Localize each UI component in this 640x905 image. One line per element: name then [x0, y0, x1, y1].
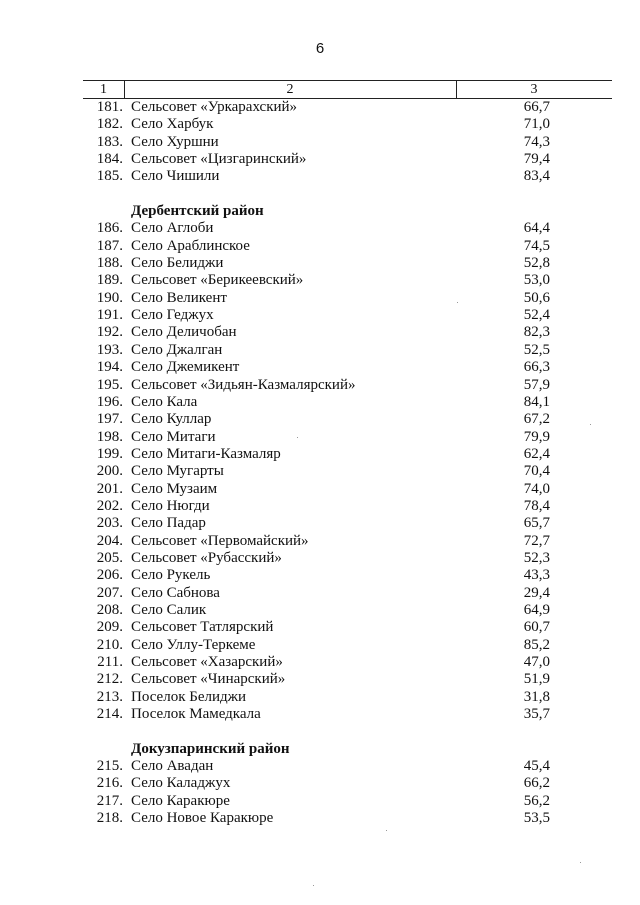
row-value: 45,4: [523, 758, 550, 775]
settlement-name: Село Авадан: [131, 758, 214, 775]
settlement-name: Село Музаим: [131, 480, 218, 497]
row-number: 206.: [96, 567, 123, 584]
settlement-name: Село Аглоби: [131, 220, 214, 237]
settlement-name: Село Падар: [131, 515, 206, 532]
row-number: 201.: [96, 480, 123, 497]
table-row: [0, 706, 640, 723]
row-number: 188.: [96, 255, 123, 272]
row-value: 82,3: [523, 324, 550, 341]
table-row: [0, 255, 640, 272]
row-number: 210.: [96, 636, 123, 653]
settlement-name: Село Нюгди: [131, 497, 210, 514]
row-number: 211.: [97, 654, 123, 670]
row-number: 192.: [96, 324, 123, 341]
row-number: 218.: [96, 810, 123, 827]
table-row: [0, 377, 640, 394]
row-number: 204.: [96, 532, 123, 549]
table-row: [0, 151, 640, 168]
row-value: 74,3: [523, 133, 550, 150]
district-title: Докузпаринский район: [131, 740, 290, 757]
row-value: 52,5: [523, 341, 550, 358]
row-value: 60,7: [523, 619, 550, 636]
row-number: 190.: [96, 289, 123, 306]
settlement-name: Сельсовет «Чинарский»: [131, 671, 286, 688]
district-heading: [0, 203, 640, 220]
page-number: 6: [315, 40, 325, 57]
row-number: 197.: [96, 411, 123, 428]
table-row: [0, 342, 640, 359]
table-row: [0, 307, 640, 324]
row-value: 72,7: [523, 532, 550, 549]
table-row: [0, 810, 640, 827]
table-row: [0, 446, 640, 463]
row-number: 203.: [96, 515, 123, 532]
settlement-name: Село Геджух: [131, 307, 214, 324]
table-row: [0, 585, 640, 602]
table-row: [0, 134, 640, 151]
settlement-name: Село Хуршни: [131, 133, 219, 150]
table-row: [0, 481, 640, 498]
table-row: [0, 671, 640, 688]
settlement-name: Поселок Белиджи: [131, 688, 247, 705]
row-value: 50,6: [523, 289, 550, 306]
settlement-name: Село Араблинское: [131, 237, 250, 254]
row-number: 194.: [96, 359, 123, 376]
settlement-name: Село Харбук: [131, 116, 214, 133]
row-value: 79,4: [523, 151, 550, 168]
table-row: [0, 498, 640, 515]
table-row: [0, 654, 640, 671]
settlement-name: Село Джалган: [131, 341, 223, 358]
row-value: 74,0: [523, 480, 550, 497]
row-value: 52,8: [523, 255, 550, 272]
row-value: 64,4: [523, 220, 550, 237]
row-value: 79,9: [523, 428, 550, 445]
row-value: 66,7: [523, 99, 550, 115]
row-value: 52,3: [523, 549, 550, 566]
row-number: 189.: [96, 272, 123, 289]
table-row: [0, 793, 640, 810]
row-number: 187.: [96, 237, 123, 254]
settlement-name: Село Мугарты: [131, 463, 224, 480]
row-value: 52,4: [523, 307, 550, 324]
settlement-name: Село Рукель: [131, 567, 211, 584]
row-number: 207.: [96, 584, 123, 601]
table-row: [0, 220, 640, 237]
row-value: 35,7: [523, 706, 550, 723]
table-header: [83, 80, 612, 99]
row-number: 198.: [96, 428, 123, 445]
header-col-2: 2: [286, 82, 294, 97]
table-row: [0, 758, 640, 775]
settlement-name: Село Каладжух: [131, 775, 231, 792]
settlement-name: Село Джемикент: [131, 359, 240, 376]
table-row: [0, 168, 640, 185]
row-number: 196.: [96, 393, 123, 410]
row-value: 66,2: [523, 775, 550, 792]
table-row: [0, 411, 640, 428]
table-row: [0, 689, 640, 706]
settlement-name: Село Чишили: [131, 168, 220, 185]
settlement-name: Сельсовет «Зидьян-Казмалярский»: [131, 376, 356, 393]
row-number: 184.: [96, 151, 123, 168]
settlement-name: Село Деличобан: [131, 324, 237, 341]
section-spacer: [0, 723, 640, 740]
table-row: [0, 619, 640, 636]
table-row: [0, 429, 640, 446]
table-row: [0, 515, 640, 532]
row-number: 186.: [96, 220, 123, 237]
row-number: 213.: [96, 688, 123, 705]
table-row: [0, 602, 640, 619]
row-value: 84,1: [523, 393, 550, 410]
row-number: 216.: [96, 775, 123, 792]
row-value: 56,2: [523, 792, 550, 809]
row-value: 83,4: [523, 168, 550, 185]
table-row: [0, 463, 640, 480]
row-value: 66,3: [523, 359, 550, 376]
row-number: 212.: [96, 671, 123, 688]
row-number: 202.: [96, 497, 123, 514]
row-value: 78,4: [523, 497, 550, 514]
row-number: 215.: [96, 758, 123, 775]
settlement-name: Сельсовет «Первомайский»: [131, 532, 309, 549]
row-number: 205.: [96, 549, 123, 566]
row-value: 43,3: [523, 567, 550, 584]
row-value: 67,2: [523, 411, 550, 428]
row-number: 217.: [96, 792, 123, 809]
table-row: [0, 775, 640, 792]
settlement-name: Село Новое Каракюре: [131, 810, 274, 827]
settlement-name: Сельсовет Татлярский: [131, 619, 274, 636]
row-number: 191.: [96, 307, 123, 324]
settlement-name: Сельсовет «Цизгаринский»: [131, 151, 307, 168]
row-value: 47,0: [523, 654, 550, 670]
table-row: [0, 567, 640, 584]
settlement-name: Село Куллар: [131, 411, 212, 428]
settlement-name: Село Салик: [131, 601, 207, 618]
settlement-name: Село Кала: [131, 393, 198, 410]
table-row: [0, 290, 640, 307]
settlement-name: Село Митаги-Казмаляр: [131, 445, 281, 462]
row-number: 182.: [96, 116, 123, 133]
table-row: [0, 238, 640, 255]
row-number: 193.: [96, 341, 123, 358]
table-row: [0, 533, 640, 550]
settlement-name: Сельсовет «Хазарский»: [131, 654, 283, 670]
table-row: [0, 324, 640, 341]
district-heading: [0, 741, 640, 758]
settlement-name: Сельсовет «Уркарахский»: [131, 99, 298, 115]
row-number: 185.: [96, 168, 123, 185]
header-col-3: 3: [530, 82, 538, 97]
row-value: 53,0: [523, 272, 550, 289]
settlement-name: Село Каракюре: [131, 792, 230, 809]
settlement-name: Сельсовет «Берикеевский»: [131, 272, 304, 289]
settlement-name: Сельсовет «Рубасский»: [131, 549, 282, 566]
section-spacer: [0, 186, 640, 203]
header-col-1: 1: [100, 82, 107, 97]
row-number: 183.: [96, 133, 123, 150]
district-title: Дербентский район: [131, 203, 264, 220]
row-number: 200.: [96, 463, 123, 480]
row-number: 214.: [96, 706, 123, 723]
row-number: 209.: [96, 619, 123, 636]
table-row: [0, 116, 640, 133]
row-value: 71,0: [523, 116, 550, 133]
row-number: 199.: [96, 445, 123, 462]
row-value: 65,7: [523, 515, 550, 532]
row-value: 31,8: [523, 688, 550, 705]
settlement-name: Поселок Мамедкала: [131, 706, 261, 723]
table-row: [0, 637, 640, 654]
table-row: [0, 394, 640, 411]
settlement-name: Село Уллу-Теркеме: [131, 636, 256, 653]
settlement-name: Село Митаги: [131, 428, 216, 445]
table-row: [0, 550, 640, 567]
table-row: [0, 272, 640, 289]
settlement-name: Село Великент: [131, 289, 227, 306]
settlement-name: Село Белиджи: [131, 255, 224, 272]
row-value: 74,5: [523, 237, 550, 254]
row-value: 51,9: [523, 671, 550, 688]
row-number: 195.: [96, 376, 123, 393]
table-row: [0, 359, 640, 376]
row-value: 62,4: [523, 445, 550, 462]
row-value: 29,4: [523, 584, 550, 601]
row-value: 53,5: [523, 810, 550, 827]
table-body: [0, 99, 640, 827]
settlement-name: Село Сабнова: [131, 584, 220, 601]
row-value: 57,9: [523, 376, 550, 393]
row-value: 64,9: [523, 601, 550, 618]
table-row: [0, 99, 640, 116]
row-number: 208.: [96, 601, 123, 618]
row-value: 85,2: [523, 636, 550, 653]
row-number: 181.: [96, 99, 123, 115]
row-value: 70,4: [523, 463, 550, 480]
